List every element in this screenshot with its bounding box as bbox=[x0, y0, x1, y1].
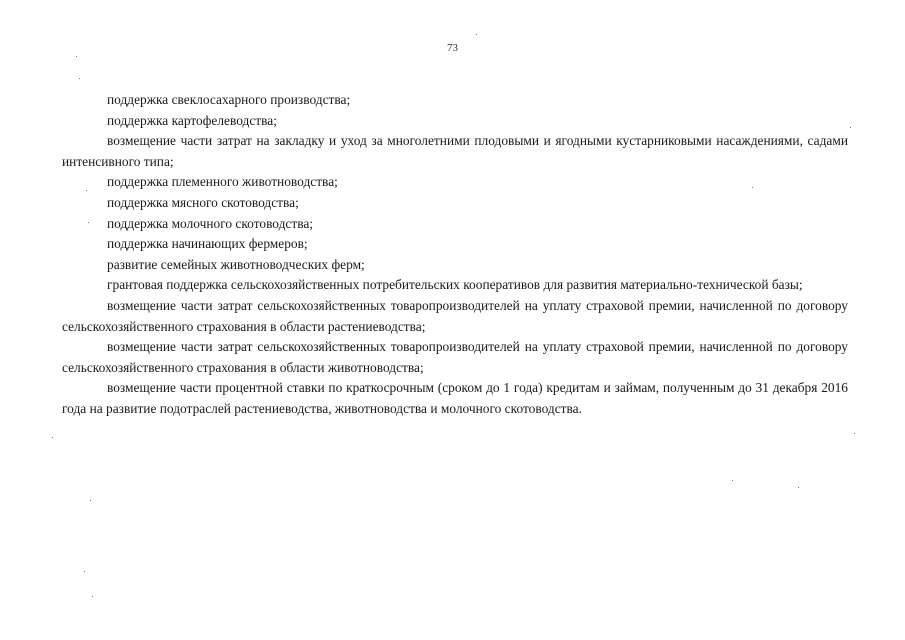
scan-speck bbox=[476, 34, 477, 35]
list-item: поддержка мясного скотоводства; bbox=[107, 194, 299, 210]
list-item: поддержка начинающих фермеров; bbox=[107, 236, 308, 252]
scan-speck bbox=[798, 487, 799, 488]
list-item: поддержка племенного животноводства; bbox=[107, 174, 338, 190]
scan-speck bbox=[52, 437, 53, 438]
scan-speck bbox=[752, 187, 753, 188]
scan-speck bbox=[76, 56, 77, 57]
scan-speck bbox=[850, 127, 851, 128]
list-item: поддержка картофелеводства; bbox=[107, 112, 277, 128]
scan-speck bbox=[84, 571, 85, 572]
list-item: поддержка свеклосахарного производства; bbox=[107, 92, 351, 107]
list-item: развитие семейных животноводческих ферм; bbox=[107, 256, 365, 272]
page-number: 73 bbox=[447, 42, 458, 54]
list-item: возмещение части затрат сельскохозяйственных товаропроизводителей на уплату страховой премии, начисленной по договору сельскохозяйственного страхования в области растениеводства; bbox=[62, 297, 848, 334]
list-item: возмещение части процентной ставки по краткосрочным (сроком до 1 года) кредитам и займам, полученным до 31 декабря 2016 года на развитие подотраслей растениеводства, животноводства и молочного скотоводства. bbox=[62, 380, 848, 416]
scan-speck bbox=[86, 190, 87, 191]
scan-speck bbox=[88, 222, 89, 223]
document-body bbox=[62, 90, 848, 420]
list-item: возмещение части затрат на закладку и уход за многолетними плодовыми и ягодными кустарниковыми насаждениями, садами интенсивного типа; bbox=[62, 133, 848, 169]
scan-speck bbox=[90, 500, 91, 501]
scan-speck bbox=[92, 596, 93, 597]
list-item: грантовая поддержка сельскохозяйственных потребительских кооперативов для развития материально-технической базы; bbox=[107, 277, 803, 293]
list-item: поддержка молочного скотоводства; bbox=[107, 215, 314, 231]
scan-speck bbox=[732, 480, 733, 481]
list-item: возмещение части затрат сельскохозяйственных товаропроизводителей на уплату страховой премии, начисленной по договору сельскохозяйственного страхования в области животноводства; bbox=[62, 339, 848, 375]
scan-speck bbox=[79, 78, 80, 79]
scan-speck bbox=[854, 433, 855, 434]
